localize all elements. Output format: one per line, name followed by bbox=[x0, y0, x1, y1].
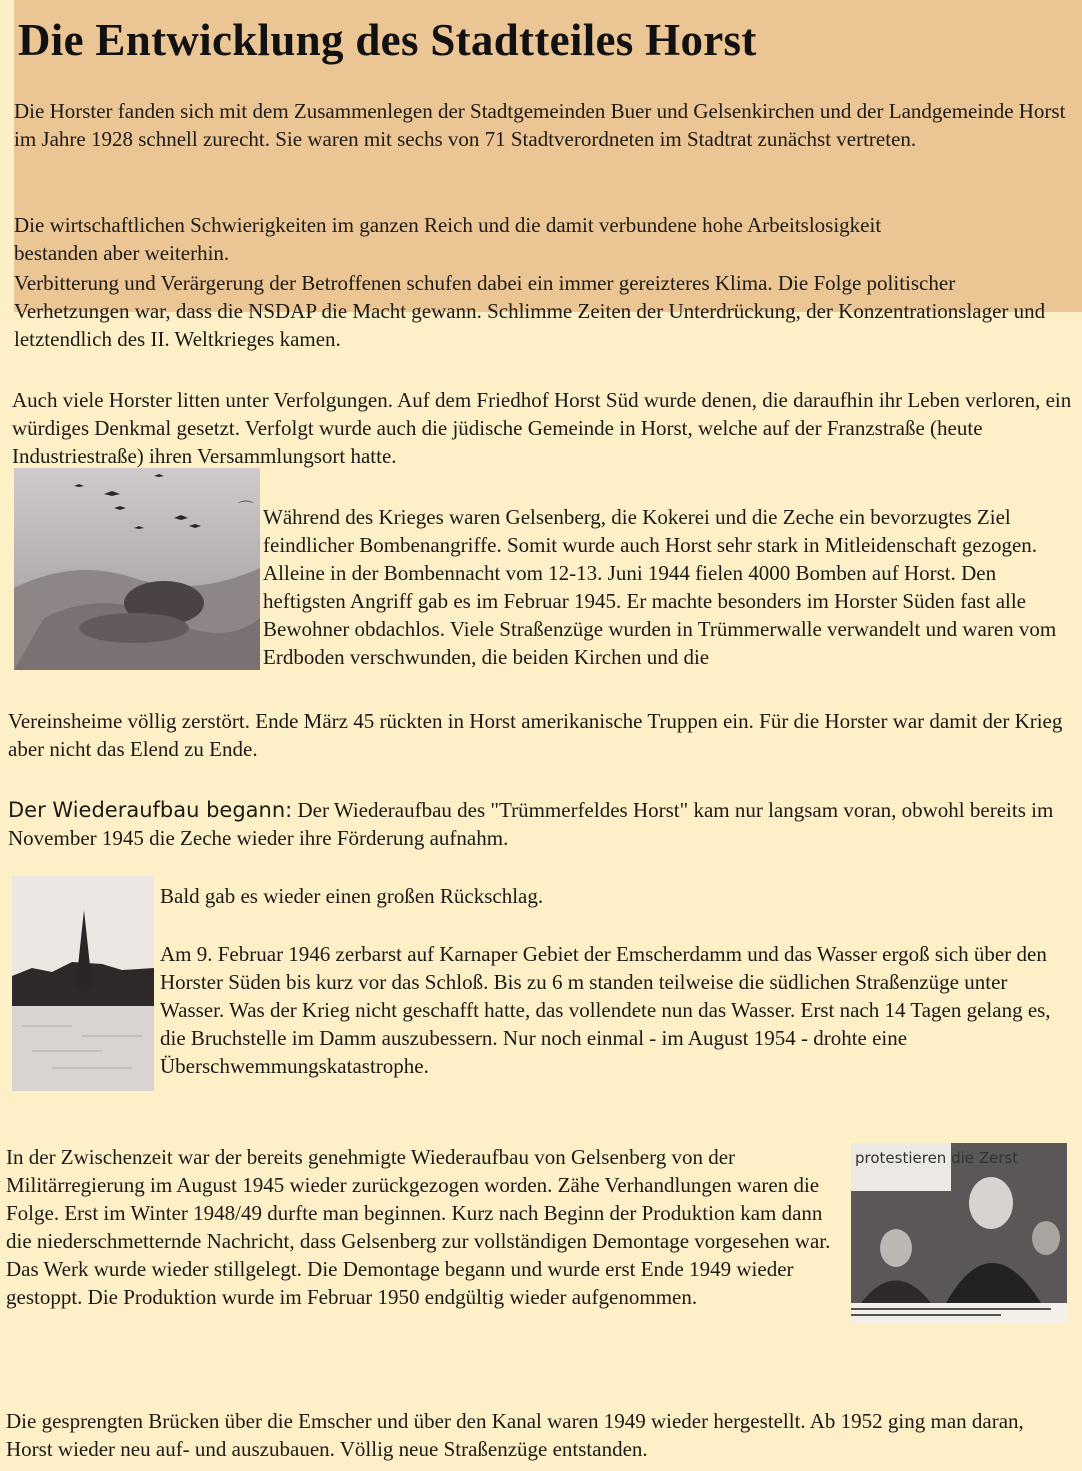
section-heading-wiederaufbau: Der Wiederaufbau begann: bbox=[8, 798, 293, 822]
paragraph-verfolgungen: Auch viele Horster litten unter Verfolgungen. Auf dem Friedhof Horst Süd wurde denen, die daraufhin ihr Leben verloren, ein würdiges Denkmal gesetzt. Verfolgt wurde auch die jüdische Gemeinde in Horst, welche auf der Franzstraße (heute Industriestraße) ihren Versammlungsort hatte. bbox=[12, 388, 1072, 468]
paragraph-wirtschaft: Die wirtschaftlichen Schwierigkeiten im ganzen Reich und die damit verbundene hohe Arbeitslosigkeit bestanden aber weiterhin. bbox=[14, 213, 882, 265]
paragraph-bruecken: Die gesprengten Brücken über die Emscher und über den Kanal waren 1949 wieder hergestellt. Ab 1952 ging man daran, Horst wieder neu auf- und auszubauen. Völlig neue Straßenzüge entstanden. bbox=[6, 1409, 1024, 1461]
wiederaufbau-text: Der Wiederaufbau des "Trümmerfeldes Horst" kam nur langsam voran, obwohl bereits im November 1945 die Zeche wieder ihre Förderung aufnahm. bbox=[8, 798, 1054, 850]
protest-photo bbox=[851, 1143, 1067, 1323]
flooded-church-photo bbox=[12, 876, 154, 1091]
protest-photo-graphic bbox=[851, 1143, 1067, 1323]
page-title: Die Entwicklung des Stadtteiles Horst bbox=[18, 15, 757, 65]
bombing-photo-graphic bbox=[14, 468, 260, 670]
paragraph-wiederaufbau bbox=[8, 796, 1068, 852]
bombing-aerial-photo bbox=[14, 468, 260, 670]
protest-sign-text: protestieren die Zerst bbox=[855, 1149, 1019, 1167]
paragraph-eingemeindung: Die Horster fanden sich mit dem Zusammenlegen der Stadtgemeinden Buer und Gelsenkirchen und der Landgemeinde Horst im Jahre 1928 schnell zurecht. Sie waren mit sechs von 71 Stadtverordneten im Stadtrat zunächst vertreten. bbox=[14, 99, 1066, 151]
paragraph-verbitterung: Verbitterung und Verärgerung der Betroffenen schufen dabei ein immer gereizteres Klima. Die Folge politischer Verhetzungen war, dass die NSDAP die Macht gewann. Schlimme Zeiten der Unterdrückung, der Konzentrationslager und letztendlich des II. Weltkrieges kamen. bbox=[14, 271, 1046, 351]
paragraph-kriegsende: Vereinsheime völlig zerstört. Ende März 45 rückten in Horst amerikanische Truppen ein. Für die Horster war damit der Krieg aber nicht das Elend zu Ende. bbox=[8, 709, 1063, 761]
paragraph-krieg: Während des Krieges waren Gelsenberg, die Kokerei und die Zeche ein bevorzugtes Ziel feindlicher Bombenangriffe. Somit wurde auch Horst sehr stark in Mitleidenschaft gezogen. Alleine in der Bombennacht vom 12-13. Juni 1944 fielen 4000 Bomben auf Horst. Den heftigsten Angriff gab es im Februar 1945. Er machte besonders im Horster Süden fast alle Bewohner obdachlos. Viele Straßenzüge wurden in Trümmerwalle verwandelt und waren vom Erdboden verschwunden, die beiden Kirchen und die bbox=[263, 505, 1057, 669]
paragraph-emscherdamm: Am 9. Februar 1946 zerbarst auf Karnaper Gebiet der Emscherdamm und das Wasser ergoß sich über den Horster Süden bis kurz vor das Schloß. Bis zu 6 m standen teilweise die südlichen Straßenzüge unter Wasser. Was der Krieg nicht geschafft hatte, das vollendete nun das Wasser. Erst nach 14 Tagen gelang es, die Bruchstelle im Damm auszubessern. Nur noch einmal - im August 1954 - drohte eine Überschwemmungskatastrophe. bbox=[160, 942, 1051, 1078]
paragraph-rueckschlag: Bald gab es wieder einen großen Rückschlag. bbox=[160, 884, 544, 908]
flood-photo-graphic bbox=[12, 876, 154, 1091]
paragraph-demontage: In der Zwischenzeit war der bereits genehmigte Wiederaufbau von Gelsenberg von der Militärregierung im August 1945 wieder zurückgezogen worden. Zähe Verhandlungen waren die Folge. Erst im Winter 1948/49 durfte man beginnen. Kurz nach Beginn der Produktion kam dann die niederschmetternde Nachricht, dass Gelsenberg zur vollständigen Demontage vorgesehen war. Das Werk wurde wieder stillgelegt. Die Demontage begann und wurde erst Ende 1949 wieder gestoppt. Die Produktion wurde im Februar 1950 endgültig wieder aufgenommen. bbox=[6, 1145, 831, 1309]
small-bird-icon: ⌒ bbox=[238, 501, 255, 518]
